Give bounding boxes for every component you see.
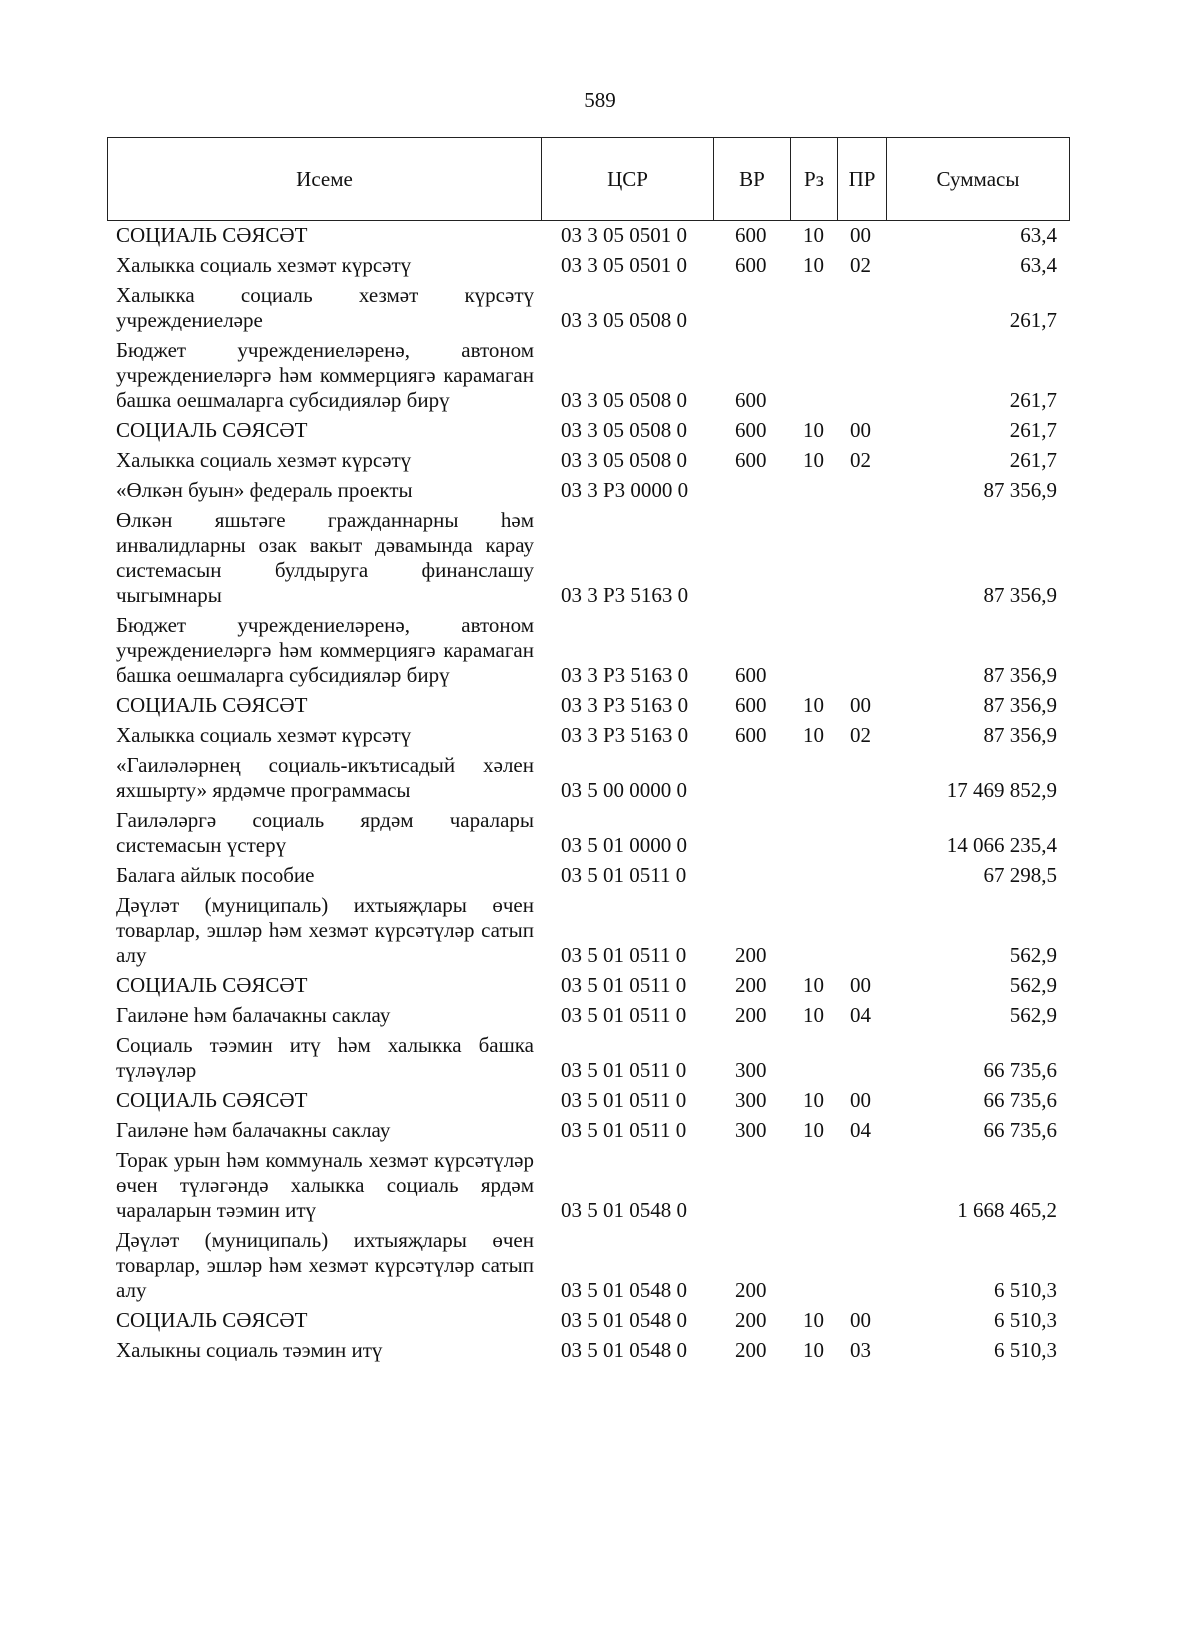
row-name: «Гаиләләрнең социаль-икътисадый хәлен яхшырту» ярдәмче программасы: [116, 753, 534, 802]
row-vr: 600: [735, 693, 767, 717]
row-sum: 6 510,3: [994, 1308, 1057, 1332]
row-rz: 10: [803, 1308, 824, 1332]
table-row: [0, 1001, 1200, 1031]
row-sum: 87 356,9: [983, 663, 1057, 687]
row-csr: 03 3 Р3 5163 0: [561, 583, 689, 607]
row-pr: 00: [850, 223, 871, 247]
row-vr: 200: [735, 1278, 767, 1302]
row-name: СОЦИАЛЬ СӘЯСӘТ: [116, 418, 308, 442]
table-row: [0, 446, 1200, 476]
table-row: [0, 1031, 1200, 1086]
row-vr: 600: [735, 663, 767, 687]
row-name: Социаль тәэмин итү һәм халыкка башка түләүләр: [116, 1033, 534, 1082]
table-row: [0, 251, 1200, 281]
row-sum: 87 356,9: [983, 693, 1057, 717]
row-name: СОЦИАЛЬ СӘЯСӘТ: [116, 1088, 308, 1112]
row-sum: 87 356,9: [983, 478, 1057, 502]
row-vr: 600: [735, 223, 767, 247]
row-sum: 87 356,9: [983, 583, 1057, 607]
row-csr: 03 3 05 0508 0: [561, 448, 687, 472]
header-csr: ЦСР: [542, 138, 714, 221]
row-sum: 261,7: [1009, 308, 1057, 332]
row-name: СОЦИАЛЬ СӘЯСӘТ: [116, 973, 308, 997]
row-rz: 10: [803, 223, 824, 247]
row-name: Гаиләне һәм балачакны саклау: [116, 1003, 391, 1027]
row-sum: 66 735,6: [983, 1118, 1057, 1142]
row-vr: 300: [735, 1058, 767, 1082]
row-sum: 14 066 235,4: [946, 833, 1057, 857]
row-rz: 10: [803, 723, 824, 747]
row-pr: 02: [850, 723, 871, 747]
header-rz: Рз: [791, 138, 838, 221]
row-name: СОЦИАЛЬ СӘЯСӘТ: [116, 693, 308, 717]
row-pr: 02: [850, 253, 871, 277]
row-vr: 200: [735, 1338, 767, 1362]
table-row: [0, 611, 1200, 691]
table-header: [107, 137, 1070, 221]
table-row: [0, 1086, 1200, 1116]
row-sum: 63,4: [1020, 253, 1057, 277]
row-pr: 04: [850, 1003, 871, 1027]
row-pr: 00: [850, 418, 871, 442]
row-vr: 600: [735, 388, 767, 412]
row-sum: 66 735,6: [983, 1058, 1057, 1082]
table-row: [0, 691, 1200, 721]
row-sum: 63,4: [1020, 223, 1057, 247]
row-vr: 200: [735, 1308, 767, 1332]
row-sum: 67 298,5: [983, 863, 1057, 887]
row-name: Халыкка социаль хезмәт күрсәтү: [116, 448, 412, 472]
row-csr: 03 5 01 0548 0: [561, 1308, 687, 1332]
row-csr: 03 5 00 0000 0: [561, 778, 687, 802]
row-vr: 300: [735, 1088, 767, 1112]
row-sum: 562,9: [1009, 1003, 1057, 1027]
row-csr: 03 3 Р3 5163 0: [561, 723, 689, 747]
table-body: [0, 221, 1200, 1366]
row-name: Халыкка социаль хезмәт күрсәтү: [116, 253, 412, 277]
row-name: Халыкка социаль хезмәт күрсәтү учреждениеләре: [116, 283, 534, 332]
header-vr: ВР: [714, 138, 791, 221]
row-csr: 03 3 05 0508 0: [561, 308, 687, 332]
row-csr: 03 3 Р3 0000 0: [561, 478, 689, 502]
row-name: Гаиләләргә социаль ярдәм чаралары системасын үстерү: [116, 808, 534, 857]
row-csr: 03 3 05 0508 0: [561, 388, 687, 412]
page-number: 589: [584, 88, 616, 112]
table-row: [0, 1306, 1200, 1336]
row-vr: 200: [735, 973, 767, 997]
row-name: Өлкән яшьтәге гражданнарны һәм инвалидларны озак вакыт дәвамында карау системасын булдыруга финанслашу чыгымнары: [116, 508, 534, 607]
row-csr: 03 3 Р3 5163 0: [561, 693, 689, 717]
row-csr: 03 5 01 0511 0: [561, 1118, 687, 1142]
table-row: [0, 1116, 1200, 1146]
row-sum: 562,9: [1009, 973, 1057, 997]
row-name: Халыкны социаль тәэмин итү: [116, 1338, 383, 1362]
row-name: «Өлкән буын» федераль проекты: [116, 478, 413, 502]
row-csr: 03 5 01 0511 0: [561, 863, 687, 887]
row-vr: 200: [735, 943, 767, 967]
row-sum: 17 469 852,9: [946, 778, 1057, 802]
row-name: Гаиләне һәм балачакны саклау: [116, 1118, 391, 1142]
row-rz: 10: [803, 253, 824, 277]
table-row: [0, 751, 1200, 806]
row-rz: 10: [803, 1118, 824, 1142]
table-row: [0, 721, 1200, 751]
row-csr: 03 5 01 0548 0: [561, 1198, 687, 1222]
table-row: [0, 416, 1200, 446]
row-rz: 10: [803, 693, 824, 717]
row-rz: 10: [803, 1088, 824, 1112]
row-pr: 00: [850, 693, 871, 717]
row-rz: 10: [803, 1338, 824, 1362]
row-csr: 03 5 01 0000 0: [561, 833, 687, 857]
row-sum: 261,7: [1009, 448, 1057, 472]
row-vr: 600: [735, 418, 767, 442]
row-csr: 03 5 01 0511 0: [561, 1058, 687, 1082]
table-row: [0, 506, 1200, 611]
row-csr: 03 5 01 0511 0: [561, 943, 687, 967]
row-name: Бюджет учреждениеләренә, автоном учреждениеләргә һәм коммерциягә карамаган башка оешмаларга субсидияләр бирү: [116, 613, 534, 687]
row-vr: 600: [735, 253, 767, 277]
table-row: [0, 806, 1200, 861]
row-name: СОЦИАЛЬ СӘЯСӘТ: [116, 223, 308, 247]
table-row: [0, 1146, 1200, 1226]
row-vr: 600: [735, 448, 767, 472]
row-rz: 10: [803, 1003, 824, 1027]
row-pr: 03: [850, 1338, 871, 1362]
row-name: Дәүләт (муниципаль) ихтыяҗлары өчен товарлар, эшләр һәм хезмәт күрсәтүләр сатып алу: [116, 893, 534, 967]
row-pr: 00: [850, 1308, 871, 1332]
row-sum: 261,7: [1009, 418, 1057, 442]
row-sum: 261,7: [1009, 388, 1057, 412]
row-csr: 03 3 05 0508 0: [561, 418, 687, 442]
row-name: Балага айлык пособие: [116, 863, 315, 887]
row-sum: 562,9: [1009, 943, 1057, 967]
row-pr: 02: [850, 448, 871, 472]
header-pr: ПР: [838, 138, 887, 221]
row-pr: 00: [850, 973, 871, 997]
row-vr: 600: [735, 723, 767, 747]
table-row: [0, 476, 1200, 506]
row-name: Торак урын һәм коммуналь хезмәт күрсәтүләр өчен түләгәндә халыкка социаль ярдәм чараларын тәэмин итү: [116, 1148, 534, 1222]
row-sum: 6 510,3: [994, 1278, 1057, 1302]
table-row: [0, 221, 1200, 251]
row-sum: 6 510,3: [994, 1338, 1057, 1362]
row-vr: 200: [735, 1003, 767, 1027]
row-pr: 00: [850, 1088, 871, 1112]
table-row: [0, 971, 1200, 1001]
row-csr: 03 5 01 0548 0: [561, 1278, 687, 1302]
row-sum: 66 735,6: [983, 1088, 1057, 1112]
row-name: Бюджет учреждениеләренә, автоном учреждениеләргә һәм коммерциягә карамаган башка оешмаларга субсидияләр бирү: [116, 338, 534, 412]
row-name: Дәүләт (муниципаль) ихтыяҗлары өчен товарлар, эшләр һәм хезмәт күрсәтүләр сатып алу: [116, 1228, 534, 1302]
table-row: [0, 861, 1200, 891]
header-sum: Суммасы: [887, 138, 1070, 221]
row-csr: 03 3 05 0501 0: [561, 223, 687, 247]
row-name: СОЦИАЛЬ СӘЯСӘТ: [116, 1308, 308, 1332]
row-rz: 10: [803, 973, 824, 997]
row-csr: 03 5 01 0511 0: [561, 1003, 687, 1027]
table-row: [0, 1226, 1200, 1306]
row-csr: 03 5 01 0511 0: [561, 973, 687, 997]
row-csr: 03 5 01 0511 0: [561, 1088, 687, 1112]
row-name: Халыкка социаль хезмәт күрсәтү: [116, 723, 412, 747]
row-rz: 10: [803, 448, 824, 472]
row-vr: 300: [735, 1118, 767, 1142]
table-row: [0, 281, 1200, 336]
header-name: Исеме: [108, 138, 542, 221]
row-csr: 03 3 05 0501 0: [561, 253, 687, 277]
row-rz: 10: [803, 418, 824, 442]
row-sum: 87 356,9: [983, 723, 1057, 747]
table-row: [0, 336, 1200, 416]
row-pr: 04: [850, 1118, 871, 1142]
table-row: [0, 891, 1200, 971]
row-csr: 03 5 01 0548 0: [561, 1338, 687, 1362]
row-sum: 1 668 465,2: [957, 1198, 1057, 1222]
row-csr: 03 3 Р3 5163 0: [561, 663, 689, 687]
table-row: [0, 1336, 1200, 1366]
